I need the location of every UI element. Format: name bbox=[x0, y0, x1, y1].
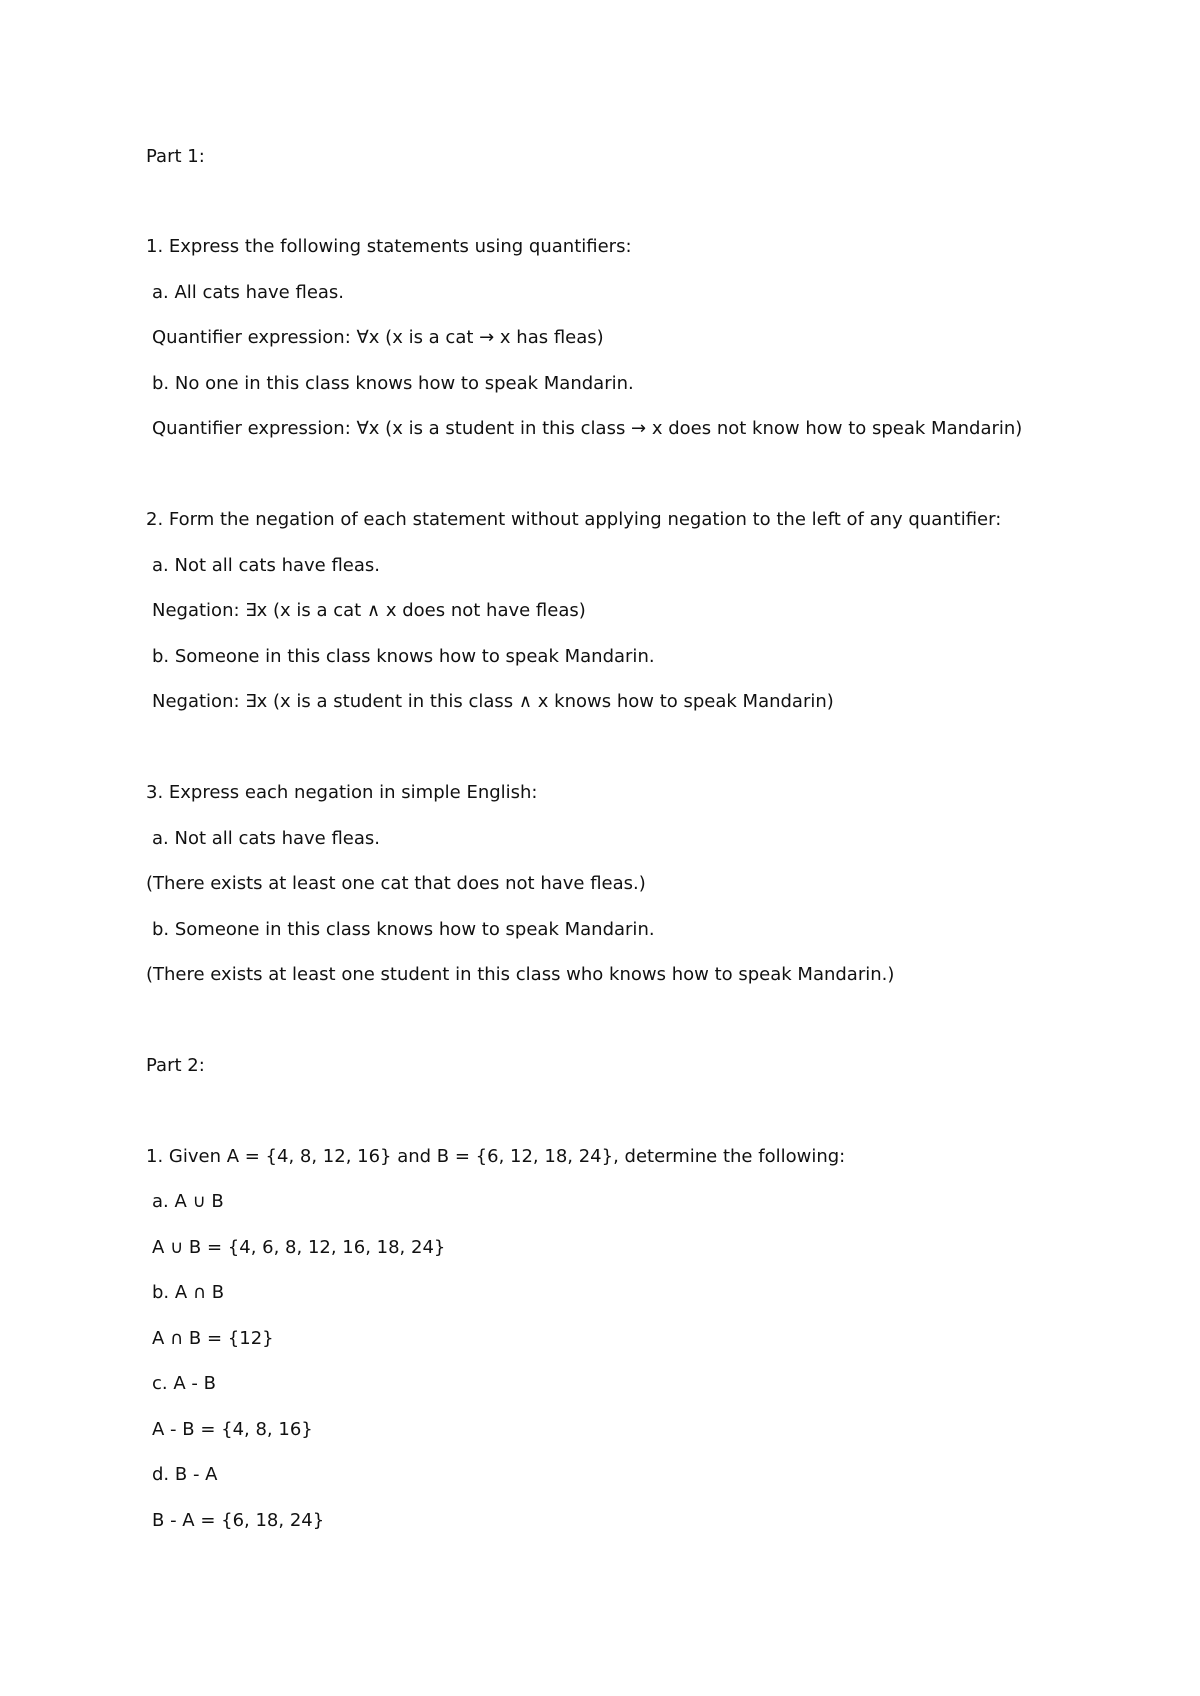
part1-q2-b-answer: Negation: ∃x (x is a student in this class ∧ x knows how to speak Mandarin) bbox=[152, 691, 834, 712]
part2-q1-b-answer: A ∩ B = {12} bbox=[152, 1328, 274, 1349]
part1-q3-b-statement: b. Someone in this class knows how to speak Mandarin. bbox=[152, 919, 655, 940]
part1-q3-b-answer: (There exists at least one student in this class who knows how to speak Mandarin.) bbox=[146, 964, 895, 985]
part1-q1-a-answer: Quantifier expression: ∀x (x is a cat → x has fleas) bbox=[152, 327, 604, 348]
part1-heading: Part 1: bbox=[146, 146, 205, 167]
part2-q1-a-label: a. A ∪ B bbox=[152, 1191, 224, 1212]
part2-q1-a-answer: A ∪ B = {4, 6, 8, 12, 16, 18, 24} bbox=[152, 1237, 446, 1258]
part2-q1-b-label: b. A ∩ B bbox=[152, 1282, 225, 1303]
part2-q1-c-label: c. A - B bbox=[152, 1373, 216, 1394]
part2-q1-title: 1. Given A = {4, 8, 12, 16} and B = {6, 12, 18, 24}, determine the following: bbox=[146, 1146, 846, 1167]
part1-q1-b-statement: b. No one in this class knows how to speak Mandarin. bbox=[152, 373, 634, 394]
part1-q2-a-statement: a. Not all cats have fleas. bbox=[152, 555, 380, 576]
part2-q1-d-answer: B - A = {6, 18, 24} bbox=[152, 1510, 325, 1531]
part1-q3-title: 3. Express each negation in simple English: bbox=[146, 782, 538, 803]
part1-q2-title: 2. Form the negation of each statement without applying negation to the left of any quantifier: bbox=[146, 509, 1002, 530]
part1-q2-b-statement: b. Someone in this class knows how to speak Mandarin. bbox=[152, 646, 655, 667]
part2-q1-d-label: d. B - A bbox=[152, 1464, 218, 1485]
part1-q2-a-answer: Negation: ∃x (x is a cat ∧ x does not have fleas) bbox=[152, 600, 586, 621]
part2-heading: Part 2: bbox=[146, 1055, 205, 1076]
part2-q1-c-answer: A - B = {4, 8, 16} bbox=[152, 1419, 313, 1440]
part1-q1-title: 1. Express the following statements using quantifiers: bbox=[146, 236, 632, 257]
part1-q1-b-answer: Quantifier expression: ∀x (x is a student in this class → x does not know how to speak Mandarin) bbox=[152, 418, 1023, 439]
part1-q1-a-statement: a. All cats have fleas. bbox=[152, 282, 345, 303]
part1-q3-a-answer: (There exists at least one cat that does not have fleas.) bbox=[146, 873, 646, 894]
part1-q3-a-statement: a. Not all cats have fleas. bbox=[152, 828, 380, 849]
